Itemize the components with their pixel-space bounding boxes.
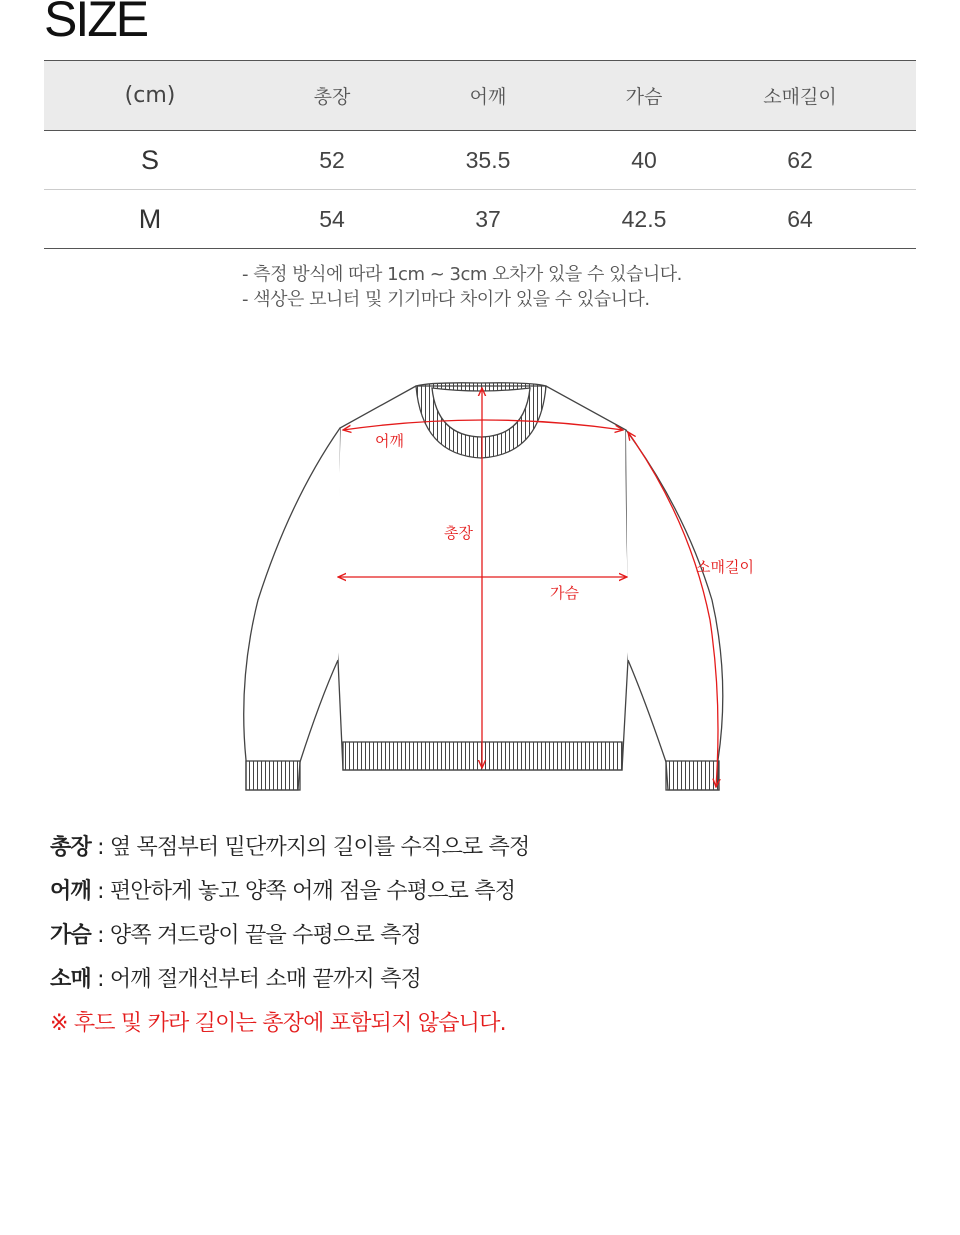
label-sleeve: 소매길이 [696, 558, 754, 576]
value-cell: 54 [256, 190, 408, 249]
desc-term: 총장 [50, 835, 91, 860]
value-cell: 40 [568, 131, 720, 190]
desc-text: : 옆 목점부터 밑단까지의 길이를 수직으로 측정 [90, 835, 530, 860]
desc-text: : 어깨 절개선부터 소매 끝까지 측정 [90, 967, 422, 992]
table-row [44, 190, 916, 249]
value-cell: 62 [720, 131, 880, 190]
table-header-row [44, 61, 916, 131]
desc-term: 어깨 [50, 879, 91, 904]
sweater-diagram [0, 360, 960, 800]
value-cell: 64 [720, 190, 880, 249]
size-table [44, 60, 916, 249]
desc-term: 가슴 [50, 923, 91, 948]
table-row [44, 131, 916, 190]
desc-line-sleeve [50, 962, 529, 1006]
value-cell: 42.5 [568, 190, 720, 249]
desc-line-length [50, 830, 529, 874]
note-line: - 색상은 모니터 및 기기마다 차이가 있을 수 있습니다. [242, 289, 650, 310]
desc-term: 소매 [50, 967, 91, 992]
header-unit: (cm) [44, 61, 256, 131]
note-line: - 측정 방식에 따라 1cm ~ 3cm 오차가 있을 수 있습니다. [242, 264, 682, 285]
value-cell: 37 [408, 190, 568, 249]
label-chest: 가슴 [550, 584, 579, 602]
page-title: SIZE [44, 0, 148, 47]
label-length: 총장 [444, 524, 473, 542]
value-cell: 52 [256, 131, 408, 190]
sweater-outline [244, 383, 723, 790]
header-length: 총장 [256, 61, 408, 131]
desc-text: : 편안하게 놓고 양쪽 어깨 점을 수평으로 측정 [90, 879, 516, 904]
desc-line-shoulder [50, 874, 529, 918]
desc-text: : 양쪽 겨드랑이 끝을 수평으로 측정 [90, 923, 422, 948]
warning-note: ※ 후드 및 카라 길이는 총장에 포함되지 않습니다. [50, 1011, 506, 1036]
header-chest: 가슴 [568, 61, 720, 131]
measurement-notes [242, 262, 682, 312]
value-cell: 35.5 [408, 131, 568, 190]
size-cell: M [44, 190, 256, 249]
header-shoulder: 어깨 [408, 61, 568, 131]
label-shoulder: 어깨 [375, 432, 404, 450]
measurement-descriptions [50, 830, 529, 1050]
size-cell: S [44, 131, 256, 190]
header-sleeve: 소매길이 [720, 61, 880, 131]
desc-line-chest [50, 918, 529, 962]
